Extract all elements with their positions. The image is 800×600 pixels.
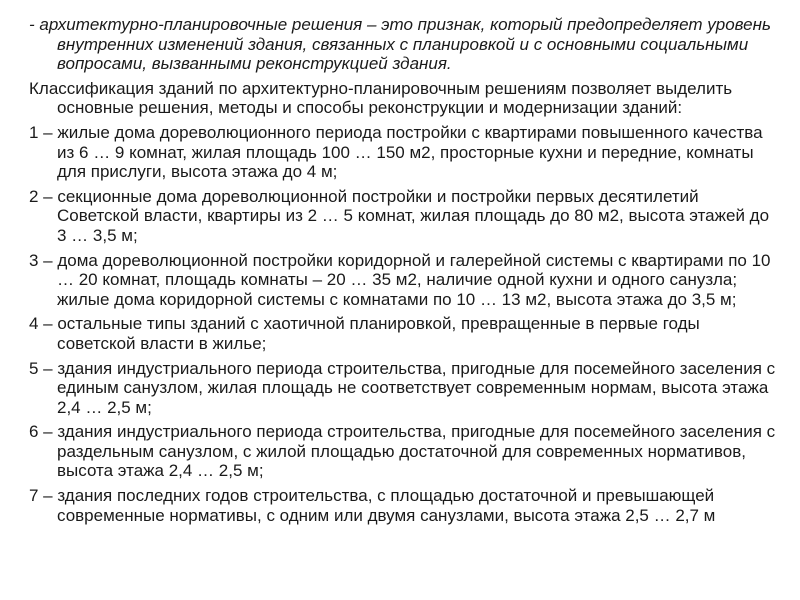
list-item: 3 – дома дореволюционной постройки коридорной и галерейной системы с квартирами по 10 … 20 комнат, площадь комнаты – 20 … 35 м2, наличие одной кухни и одного санузла; жилые дома коридорной системы с комнатами по 10 … 13 м2, высота этажа до 3,5 м; [29,250,771,309]
list-item: 1 – жилые дома дореволюционного периода постройки с квартирами повышенного качества из 6 … 9 комнат, жилая площадь 100 … 150 м2, просторные кухни и передние, комнаты для прислуги, высота этажа до 4 м; [29,122,763,182]
list-item: 7 – здания последних годов строительства, с площадью достаточной и превышающей современные нормативы, с одним или двумя санузлами, высота этажа 2,5 … 2,7 м [29,486,716,525]
list-item: 5 – здания индустриального периода строительства, пригодные для посемейного заселения с единым санузлом, жилая площадь не соответствует современным нормам, высота этажа 2,4 … 2,5 м; [29,358,776,417]
list-item: 6 – здания индустриального периода строительства, пригодные для посемейного заселения с раздельным санузлом, с жилой площадью достаточной для современных нормативов, высота этажа 2,4 … 2,5 м; [29,422,776,481]
definition-paragraph [29,15,782,74]
list-item: 4 – остальные типы зданий с хаотичной планировкой, превращенные в первые годы советской власти в жилье; [29,314,700,353]
definition-term: архитектурно-планировочные решения [39,15,363,34]
definition-text: – это признак, который предопределяет уровень внутренних изменений здания, связанных с планировкой и с основными социальными вопросами, вызванными реконструкцией здания. [57,15,771,74]
list-item: 2 – секционные дома дореволюционной постройки и постройки первых десятилетий Советской власти, квартиры из 2 … 5 комнат, жилая площадь до 80 м2, высота этажей до 3 … 3,5 м; [29,186,770,245]
definition-dash: - [29,15,40,34]
classification-intro: Классификация зданий по архитектурно-планировочным решениям позволяет выделить основные решения, методы и способы реконструкции и модернизации зданий: [29,78,733,118]
